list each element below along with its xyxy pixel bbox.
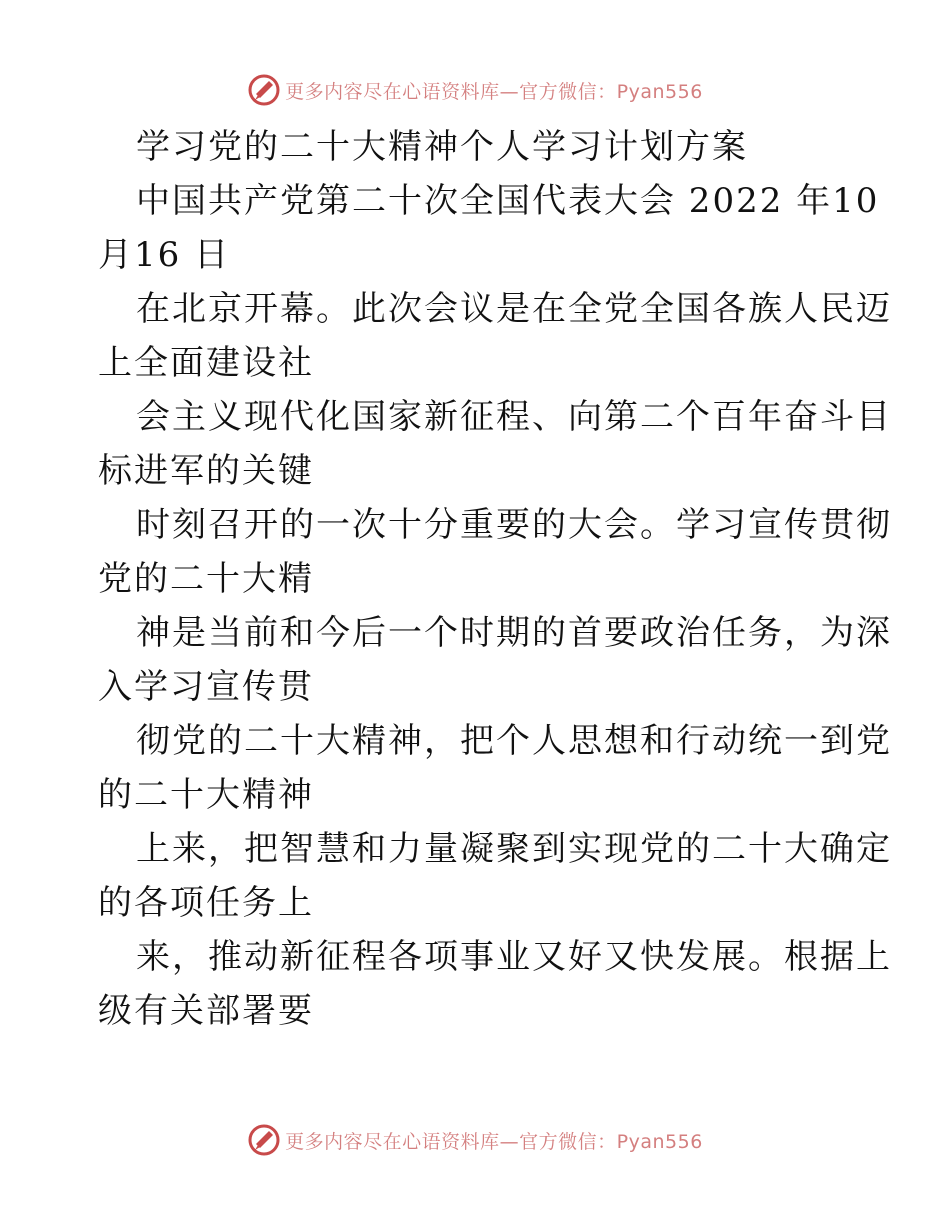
- text-line: 彻党的二十大精神，把个人思想和行动统一到党: [136, 721, 892, 761]
- text-line: 入学习宣传贯: [98, 667, 314, 707]
- logo-icon: [247, 73, 281, 107]
- text-line: 中国共产党第二十次全国代表大会 2022 年10: [136, 181, 880, 221]
- text-line: 的二十大精神: [98, 775, 314, 815]
- text-line: 级有关部署要: [98, 991, 314, 1031]
- text-line: 在北京开幕。此次会议是在全党全国各族人民迈: [136, 289, 892, 329]
- text-line: 上全面建设社: [98, 343, 314, 383]
- text-line: 来，推动新征程各项事业又好又快发展。根据上: [136, 937, 892, 977]
- document-title: 学习党的二十大精神个人学习计划方案: [136, 127, 748, 167]
- text-line: 时刻召开的一次十分重要的大会。学习宣传贯彻: [136, 505, 892, 545]
- footer-watermark-banner: [0, 1120, 950, 1160]
- text-line: 党的二十大精: [98, 559, 314, 599]
- logo-icon: [247, 1123, 281, 1157]
- text-line: 神是当前和今后一个时期的首要政治任务，为深: [136, 613, 892, 653]
- text-line: 上来，把智慧和力量凝聚到实现党的二十大确定: [136, 829, 892, 869]
- text-line: 标进军的关键: [98, 451, 314, 491]
- watermark-text: 更多内容尽在心语资料库—官方微信：Pyan556: [285, 1130, 703, 1153]
- text-line: 会主义现代化国家新征程、向第二个百年奋斗目: [136, 397, 892, 437]
- header-watermark-banner: [0, 70, 950, 110]
- document-body: [98, 120, 892, 1038]
- text-line: 的各项任务上: [98, 883, 314, 923]
- text-line: 月16 日: [98, 235, 231, 275]
- watermark-text: 更多内容尽在心语资料库—官方微信：Pyan556: [285, 80, 703, 103]
